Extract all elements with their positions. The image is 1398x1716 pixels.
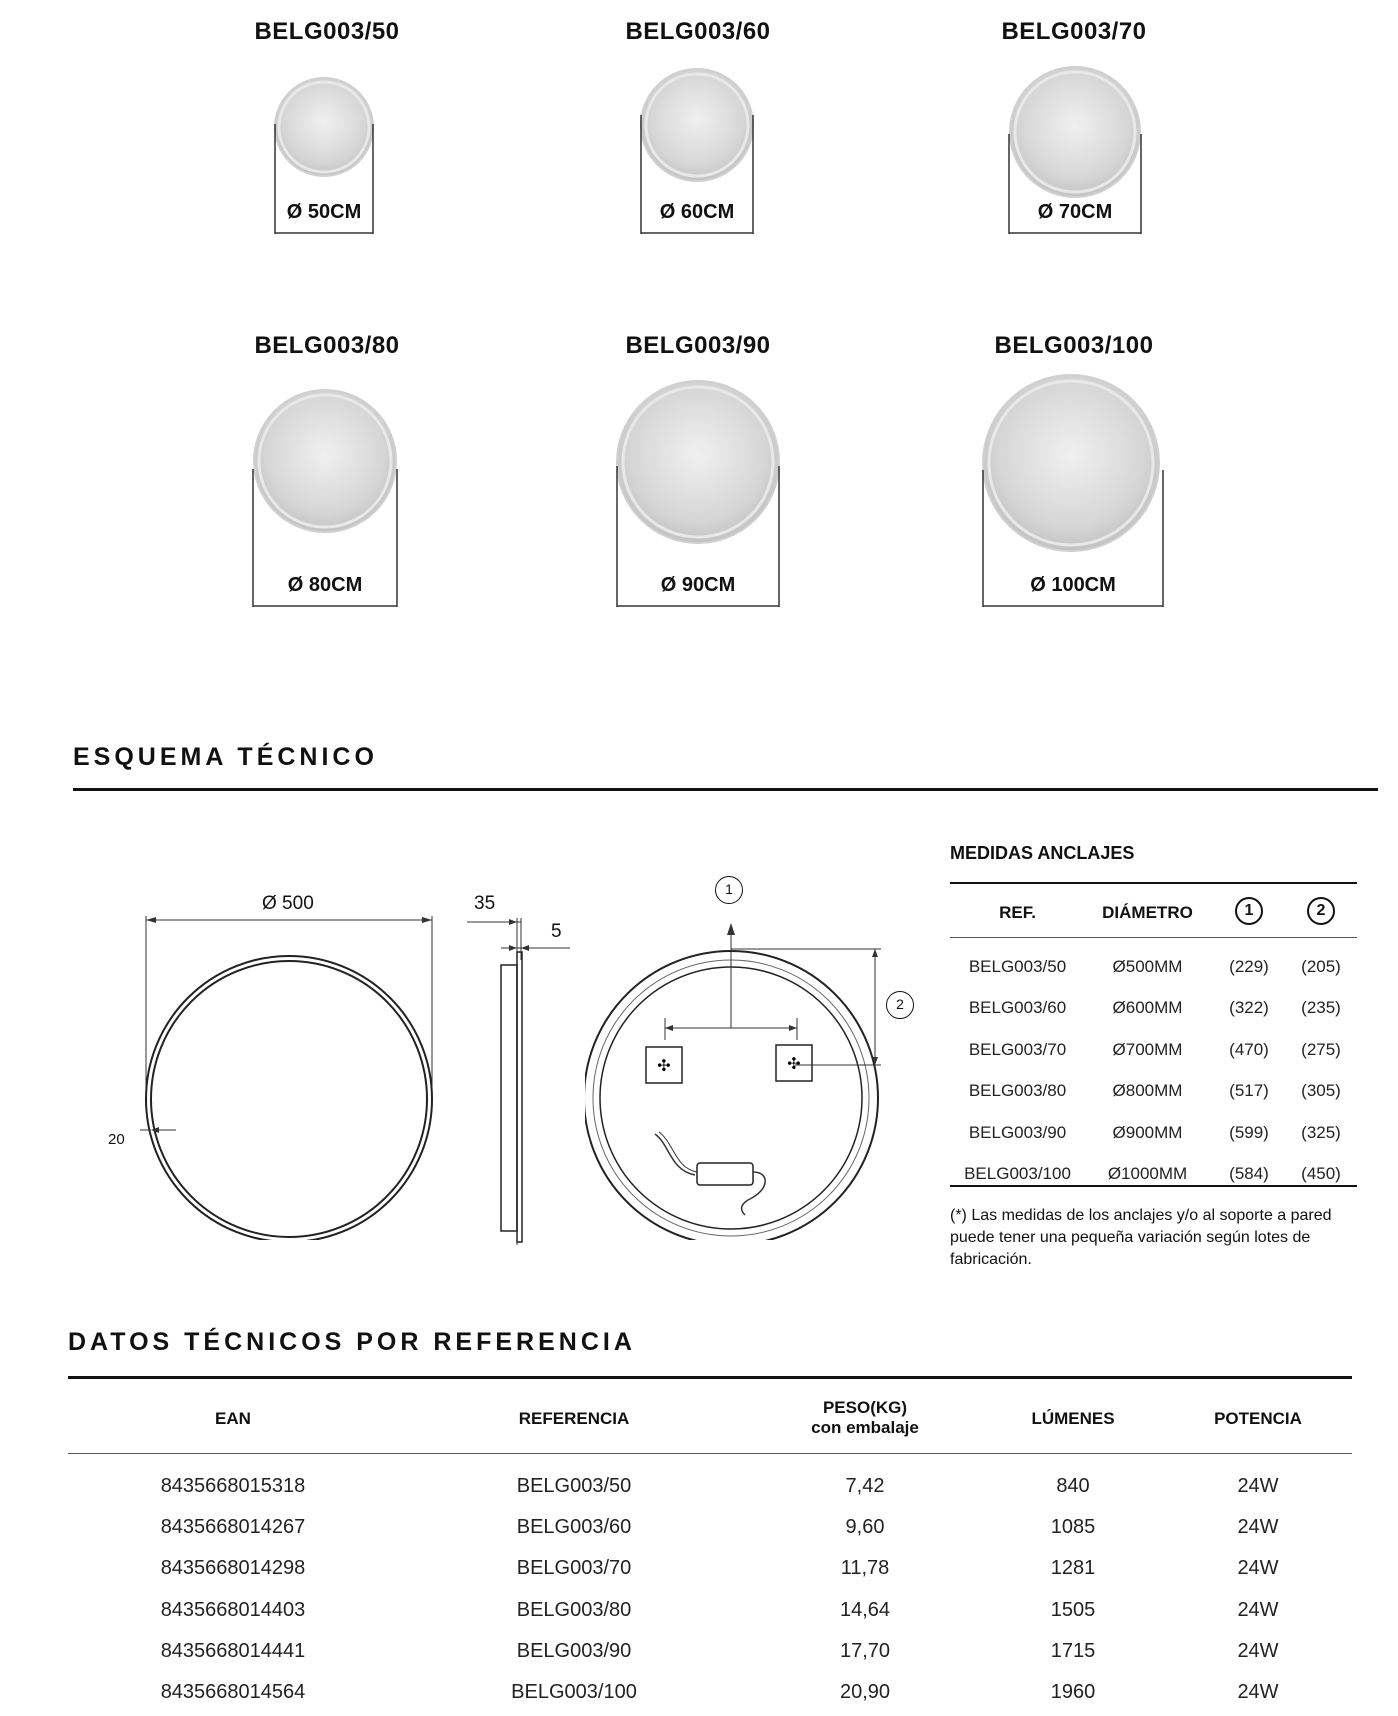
anclajes-header-col2: 2: [1301, 897, 1341, 925]
svg-text:✣: ✣: [787, 1054, 801, 1073]
side-offset-dim: 5: [551, 921, 562, 942]
anclajes-header-ref: REF.: [999, 903, 1036, 922]
datos-cell-potencia: 24W: [1237, 1516, 1279, 1539]
datos-header-referencia: REFERENCIA: [518, 1409, 630, 1428]
datos-title: DATOS TÉCNICOS POR REFERENCIA: [68, 1328, 636, 1356]
anclajes-cell-ref: BELG003/90: [968, 1122, 1067, 1142]
mirror-drawing: [982, 374, 1164, 610]
datos-cell-lumenes: 1715: [1050, 1639, 1096, 1662]
anclajes-cell-col2: (205): [1301, 957, 1341, 976]
diameter-label: Ø 50CM: [286, 201, 362, 223]
anclajes-header-rule: [950, 937, 1357, 938]
datos-cell-referencia: BELG003/70: [516, 1557, 632, 1580]
datos-cell-ean: 8435668014441: [160, 1639, 306, 1662]
anclajes-cell-ref: BELG003/100: [964, 1164, 1071, 1183]
anclajes-cell-ref: BELG003/80: [968, 1081, 1067, 1101]
model-title: BELG003/100: [994, 332, 1154, 359]
diameter-label: Ø 90CM: [660, 574, 736, 596]
esquema-title: ESQUEMA TÉCNICO: [73, 743, 378, 771]
datos-cell-potencia: 24W: [1237, 1598, 1279, 1621]
datos-cell-referencia: BELG003/50: [516, 1475, 632, 1497]
anclajes-cell-diametro: Ø1000MM: [1107, 1164, 1188, 1183]
marker-1-icon: 1: [715, 876, 743, 904]
anclajes-cell-col2: (325): [1301, 1122, 1341, 1142]
anclajes-cell-diametro: Ø900MM: [1112, 1122, 1183, 1142]
anclajes-cell-ref: BELG003/70: [968, 1039, 1067, 1059]
anclajes-cell-col1: (322): [1229, 998, 1269, 1018]
datos-cell-ean: 8435668014403: [160, 1598, 306, 1621]
anclajes-cell-ref: BELG003/60: [968, 998, 1067, 1018]
anclajes-cell-ref: BELG003/50: [968, 957, 1067, 976]
anclajes-cell-col2: (450): [1301, 1164, 1341, 1183]
datos-cell-peso: 11,78: [840, 1557, 890, 1580]
anclajes-note: (*) Las medidas de los anclajes y/o al soporte a pared puede tener una pequeña variación según lotes de fabricación.: [950, 1207, 1332, 1268]
anclajes-cell-col2: (275): [1301, 1039, 1341, 1059]
anclajes-top-rule: [950, 882, 1357, 884]
anclajes-cell-diametro: Ø700MM: [1112, 1039, 1183, 1059]
model-title: BELG003/60: [625, 18, 771, 45]
svg-text:✣: ✣: [657, 1056, 671, 1075]
anclajes-cell-col2: (235): [1301, 998, 1341, 1018]
datos-header-ean: EAN: [215, 1409, 251, 1428]
datos-cell-peso: 17,70: [839, 1639, 891, 1662]
mirror-drawing: [252, 389, 398, 610]
datos-cell-lumenes: 840: [1056, 1475, 1090, 1497]
datos-cell-referencia: BELG003/60: [516, 1516, 632, 1539]
model-title: BELG003/80: [254, 332, 400, 359]
datos-header-rule: [68, 1453, 1352, 1454]
marker-2-icon: 2: [886, 991, 914, 1019]
mirror-drawing: [616, 380, 780, 610]
anclajes-header-diametro: DIÁMETRO: [1102, 903, 1193, 922]
anclajes-cell-col1: (470): [1229, 1039, 1269, 1059]
datos-cell-peso: 7,42: [845, 1475, 885, 1497]
datos-cell-peso: 9,60: [845, 1516, 885, 1539]
datos-cell-potencia: 24W: [1237, 1681, 1279, 1703]
datos-cell-ean: 8435668014267: [160, 1516, 306, 1539]
datos-header-potencia: POTENCIA: [1214, 1409, 1302, 1428]
datos-cell-lumenes: 1505: [1050, 1598, 1096, 1621]
diameter-label: Ø 80CM: [287, 574, 363, 596]
anclajes-cell-col1: (517): [1229, 1081, 1269, 1101]
anclajes-title: MEDIDAS ANCLAJES: [950, 843, 1135, 863]
frame-width-dim: 20: [108, 1131, 125, 1148]
model-title: BELG003/90: [625, 332, 771, 359]
anclajes-cell-col1: (584): [1229, 1164, 1269, 1183]
anclajes-header-col1: 1: [1229, 897, 1269, 925]
front-diameter-dim: Ø 500: [262, 893, 314, 914]
datos-header-lumenes: LÚMENES: [1031, 1409, 1115, 1428]
anclajes-cell-col1: (599): [1229, 1122, 1269, 1142]
datos-cell-peso: 14,64: [839, 1598, 891, 1621]
diameter-label: Ø 100CM: [1030, 574, 1116, 596]
datos-cell-ean: 8435668015318: [160, 1475, 306, 1497]
anclajes-cell-diametro: Ø500MM: [1112, 957, 1183, 976]
anclajes-cell-diametro: Ø800MM: [1112, 1081, 1183, 1101]
mirror-drawing: [274, 79, 374, 237]
mirror-drawing: [1008, 66, 1142, 237]
datos-cell-peso: 20,90: [839, 1681, 891, 1703]
section-divider: [68, 1376, 1352, 1379]
model-title: BELG003/50: [254, 18, 400, 45]
diameter-label: Ø 60CM: [659, 201, 735, 223]
anclajes-cell-col1: (229): [1229, 957, 1269, 976]
datos-cell-referencia: BELG003/90: [516, 1639, 632, 1662]
model-title: BELG003/70: [1001, 18, 1147, 45]
back-view-drawing: [585, 870, 925, 1240]
side-view-drawing: [465, 900, 575, 1245]
anclajes-cell-col2: (305): [1301, 1081, 1341, 1101]
datos-header-peso: PESO(KG) con embalaje: [811, 1398, 919, 1437]
front-view-drawing: [100, 880, 460, 1240]
mirror-drawing: [640, 70, 754, 237]
datos-cell-ean: 8435668014298: [160, 1557, 306, 1580]
diameter-label: Ø 70CM: [1037, 201, 1113, 223]
datos-cell-potencia: 24W: [1237, 1639, 1279, 1662]
anclajes-bottom-rule: [950, 1185, 1357, 1187]
datos-cell-potencia: 24W: [1237, 1475, 1279, 1497]
datos-cell-ean: 8435668014564: [160, 1681, 306, 1703]
datos-cell-referencia: BELG003/80: [516, 1598, 632, 1621]
anclajes-cell-diametro: Ø600MM: [1112, 998, 1183, 1018]
section-divider: [73, 788, 1378, 791]
datos-cell-lumenes: 1281: [1050, 1557, 1096, 1580]
side-depth-dim: 35: [474, 893, 496, 914]
datos-cell-referencia: BELG003/100: [511, 1681, 637, 1703]
datos-cell-lumenes: 1960: [1050, 1681, 1096, 1703]
datos-cell-lumenes: 1085: [1050, 1516, 1096, 1539]
datos-cell-potencia: 24W: [1237, 1557, 1279, 1580]
